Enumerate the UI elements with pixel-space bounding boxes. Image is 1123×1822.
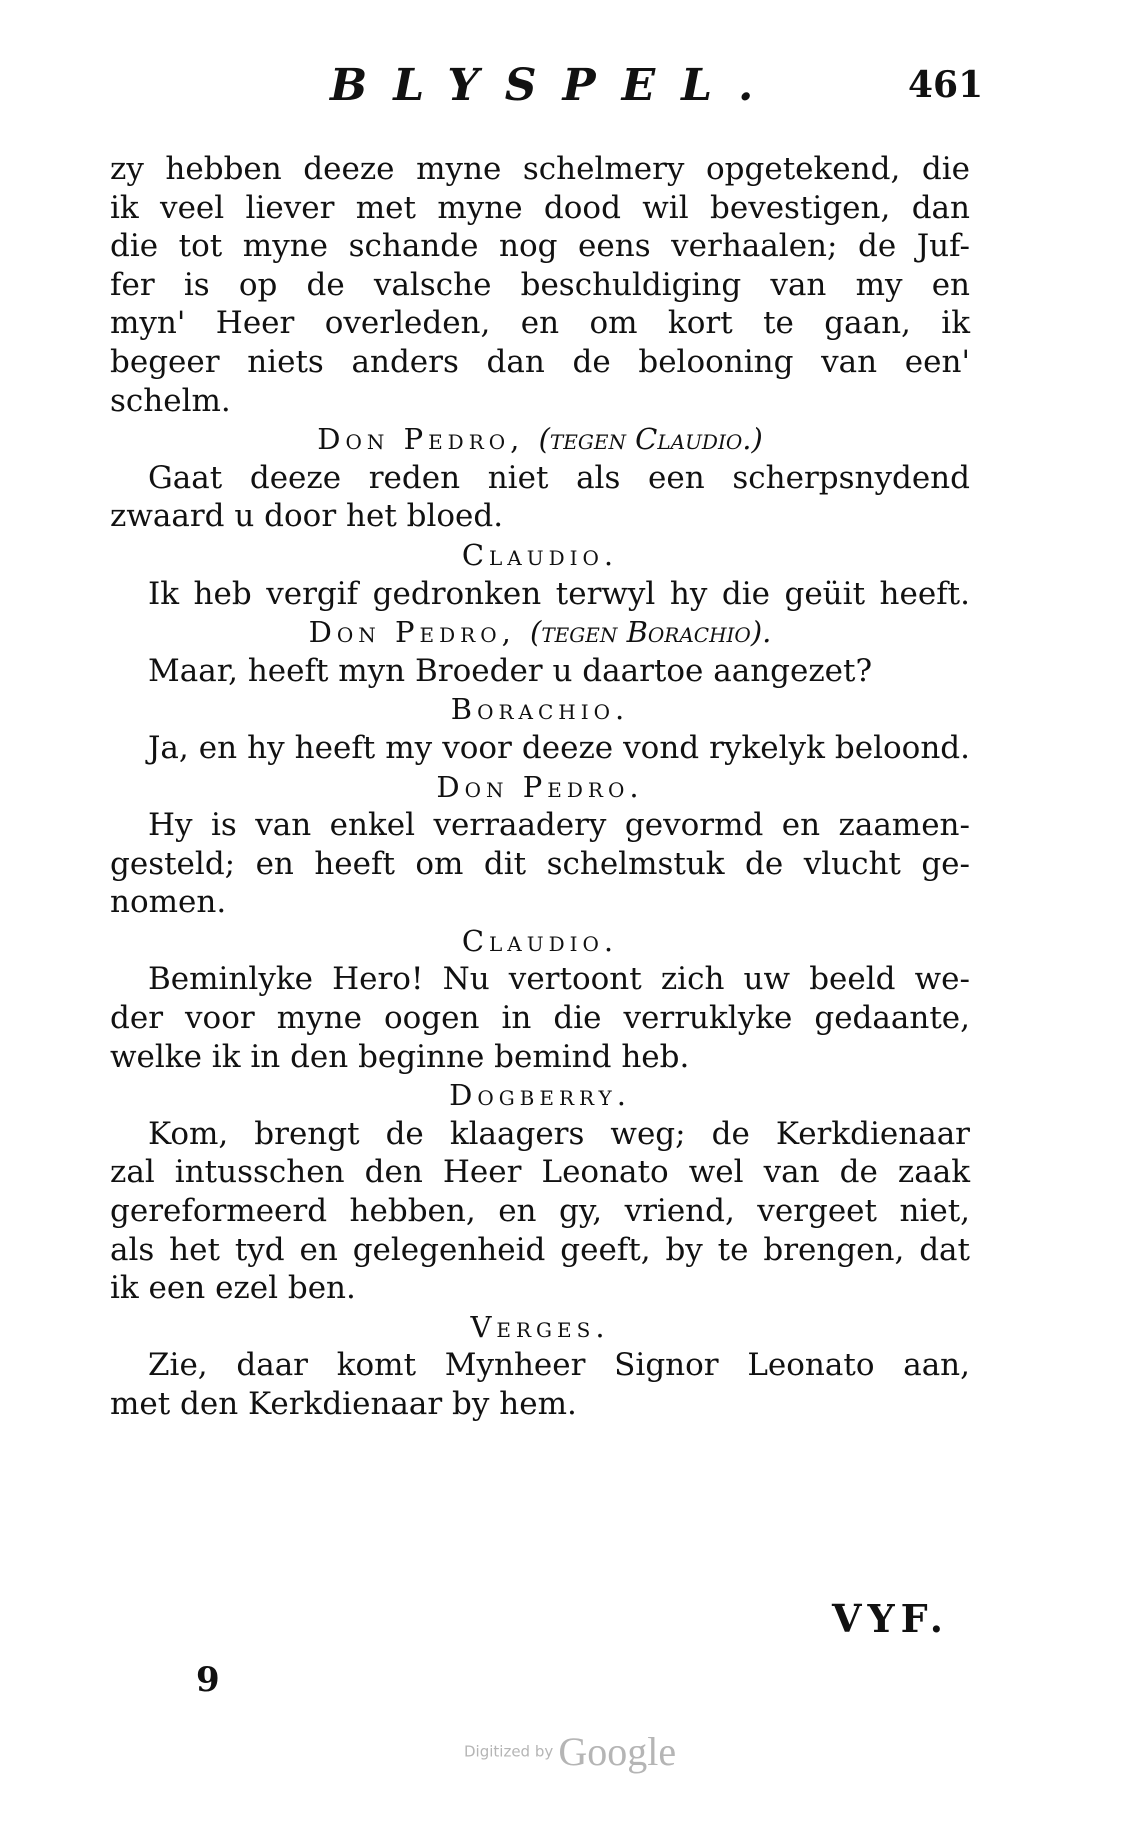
- speaker-heading: [110, 768, 970, 807]
- google-logo: Google: [558, 1729, 677, 1774]
- speaker-name: Claudio.: [461, 537, 619, 572]
- speaker-heading: [110, 536, 970, 575]
- speech-line: nomen.: [110, 884, 227, 921]
- speech-line: gereformeerd hebben, en gy, vriend, vergeet niet,: [110, 1193, 970, 1230]
- speech-line: Ik heb vergif gedronken terwyl hy die geüit heeft.: [148, 575, 970, 612]
- text-line: schelm.: [110, 382, 231, 419]
- speech-line: welke ik in den beginne bemind heb.: [110, 1038, 690, 1075]
- page-header: [0, 54, 1123, 114]
- catchword: VYF.: [832, 1596, 949, 1641]
- speaker-name: Borachio.: [450, 692, 630, 727]
- stage-direction: (tegen Borachio).: [530, 615, 772, 650]
- speaker-heading: [110, 922, 970, 961]
- text-line: fer is op de valsche beschuldiging van my en: [110, 266, 970, 303]
- speaker-name: Verges.: [470, 1309, 610, 1344]
- signature-mark: 9: [196, 1660, 220, 1700]
- text-line: die tot myne schande nog eens verhaalen; de Juf-: [110, 228, 970, 265]
- speech-line: Ja, en hy heeft my voor deeze vond rykelyk beloond.: [148, 729, 970, 766]
- text-line: ik veel liever met myne dood wil bevestigen, dan: [110, 189, 970, 226]
- page-number: 461: [908, 64, 984, 106]
- text-line: zy hebben deeze myne schelmery opgetekend, die: [110, 151, 970, 187]
- speaker-name: Don Pedro,: [308, 615, 516, 650]
- speaker-heading: [110, 690, 970, 729]
- speaker-name: Don Pedro.: [436, 769, 644, 804]
- speech-line: Gaat deeze reden niet als een scherpsnydend: [148, 459, 970, 496]
- speech-line: Hy is van enkel verraadery gevormd en zaamen-: [148, 807, 970, 844]
- digitized-prefix: Digitized by: [464, 1742, 554, 1761]
- speech-line: Maar, heeft myn Broeder u daartoe aangezet?: [148, 652, 873, 689]
- speech-line: als het tyd en gelegenheid geeft, by te brengen, dat: [110, 1231, 970, 1268]
- speech-line: gesteld; en heeft om dit schelmstuk de vlucht ge-: [110, 845, 970, 882]
- speech-line: Zie, daar komt Mynheer Signor Leonato aan,: [148, 1347, 970, 1384]
- digitized-watermark: [464, 1728, 676, 1778]
- text-line: myn' Heer overleden, en om kort te gaan, ik: [110, 305, 970, 342]
- body-text: [110, 150, 970, 1424]
- speaker-heading: [110, 1308, 970, 1347]
- running-title: BLYSPEL.: [330, 60, 780, 111]
- speaker-heading: [110, 420, 970, 459]
- speaker-heading: [110, 613, 970, 652]
- speech-line: der voor myne oogen in die verruklyke gedaante,: [110, 1000, 970, 1037]
- stage-direction: (tegen Claudio.): [538, 422, 763, 457]
- speech-line: zwaard u door het bloed.: [110, 498, 504, 535]
- speech-line: zal intusschen den Heer Leonato wel van de zaak: [110, 1154, 970, 1191]
- speaker-heading: [110, 1076, 970, 1115]
- speech-line: Kom, brengt de klaagers weg; de Kerkdienaar: [148, 1115, 970, 1152]
- speech-line: met den Kerkdienaar by hem.: [110, 1386, 577, 1422]
- speaker-name: Claudio.: [461, 923, 619, 958]
- text-line: begeer niets anders dan de belooning van een': [110, 343, 970, 380]
- speaker-name: Don Pedro,: [317, 422, 525, 457]
- speaker-name: Dogberry.: [449, 1078, 631, 1113]
- speech-line: Beminlyke Hero! Nu vertoont zich uw beeld we-: [148, 961, 970, 998]
- speech-line: ik een ezel ben.: [110, 1270, 356, 1307]
